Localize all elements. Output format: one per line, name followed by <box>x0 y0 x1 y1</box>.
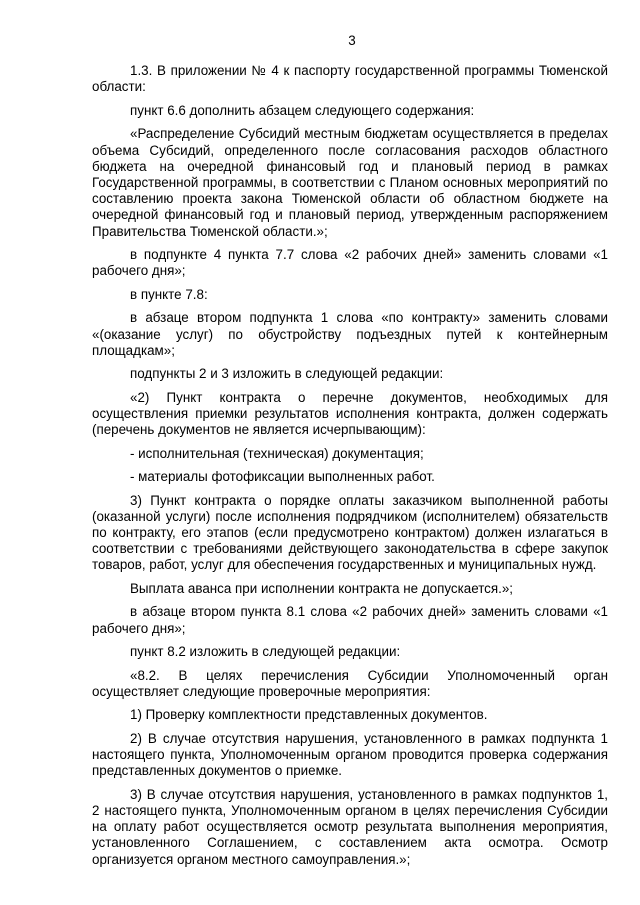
paragraph-contract-payment: 3) Пункт контракта о порядке оплаты заказчиком выполненной работы (оказанной услуги) после исполнения подрядчиком (исполнителем) обязательств по контракту, его этапов (если предусмотрено контрактом) должен излагаться в соответствии с требованиями действующего законодательства в сфере закупок товаров, работ, услуг для обеспечения государственных и муниципальных нужд. <box>92 492 608 573</box>
paragraph-subsidy-distribution: «Распределение Субсидий местным бюджетам осуществляется в пределах объема Субсидий, определенного после согласования расходов областного бюджета на очередной финансовый год и плановый период в рамках Государственной программы, в соответствии с Планом основных мероприятий по составлению проекта закона Тюменской области об областном бюджете на очередной финансовый год и плановый период, утвержденным распоряжением Правительства Тюменской области.»; <box>92 126 608 239</box>
paragraph-8-2-text: «8.2. В целях перечисления Субсидии Уполномоченный орган осуществляет следующие проверочные мероприятия: <box>92 667 608 699</box>
paragraph-1-3: 1.3. В приложении № 4 к паспорту государственной программы Тюменской области: <box>92 63 608 95</box>
paragraph-item-7-7: в подпункте 4 пункта 7.7 слова «2 рабочих дней» заменить словами «1 рабочего дня»; <box>92 247 608 279</box>
paragraph-item-8-2: пункт 8.2 изложить в следующей редакции: <box>130 644 401 660</box>
list-item-photo-materials: - материалы фотофиксации выполненных работ. <box>130 469 435 485</box>
paragraph-item-7-8: в пункте 7.8: <box>130 286 208 302</box>
paragraph-check-3: 3) В случае отсутствия нарушения, установленного в рамках подпунктов 1, 2 настоящего пункта, Уполномоченным органом в целях перечисления Субсидии на оплату работ осуществляется осмотр результата выполнения мероприятия, установленного Соглашением, с составлением акта осмотра. Осмотр организуется органом местного самоуправления.»; <box>92 786 608 867</box>
paragraph-check-2: 2) В случае отсутствия нарушения, установленного в рамках подпункта 1 настоящего пункта, Уполномоченным органом проводится проверка содержания представленных документов о приемке. <box>92 730 608 779</box>
list-item-documentation: - исполнительная (техническая) документация; <box>130 445 424 461</box>
paragraph-check-1: 1) Проверку комплектности представленных документов. <box>130 707 488 723</box>
paragraph-subitem-1: в абзаце втором подпункта 1 слова «по контракту» заменить словами «(оказание услуг) по обустройству подъездных путей к контейнерным площадкам»; <box>92 310 608 358</box>
paragraph-item-8-1: в абзаце втором пункта 8.1 слова «2 рабочих дней» заменить словами «1 рабочего дня»; <box>92 604 608 636</box>
paragraph-item-6-6: пункт 6.6 дополнить абзацем следующего содержания: <box>130 102 475 118</box>
page-number: 3 <box>348 33 356 48</box>
paragraph-subitems-2-3: подпункты 2 и 3 изложить в следующей редакции: <box>130 366 444 382</box>
paragraph-advance-payment: Выплата аванса при исполнении контракта не допускается.»; <box>130 580 514 596</box>
paragraph-contract-documents: «2) Пункт контракта о перечне документов, необходимых для осуществления приемки результатов исполнения контракта, должен содержать (перечень документов не является исчерпывающим): <box>92 389 608 438</box>
